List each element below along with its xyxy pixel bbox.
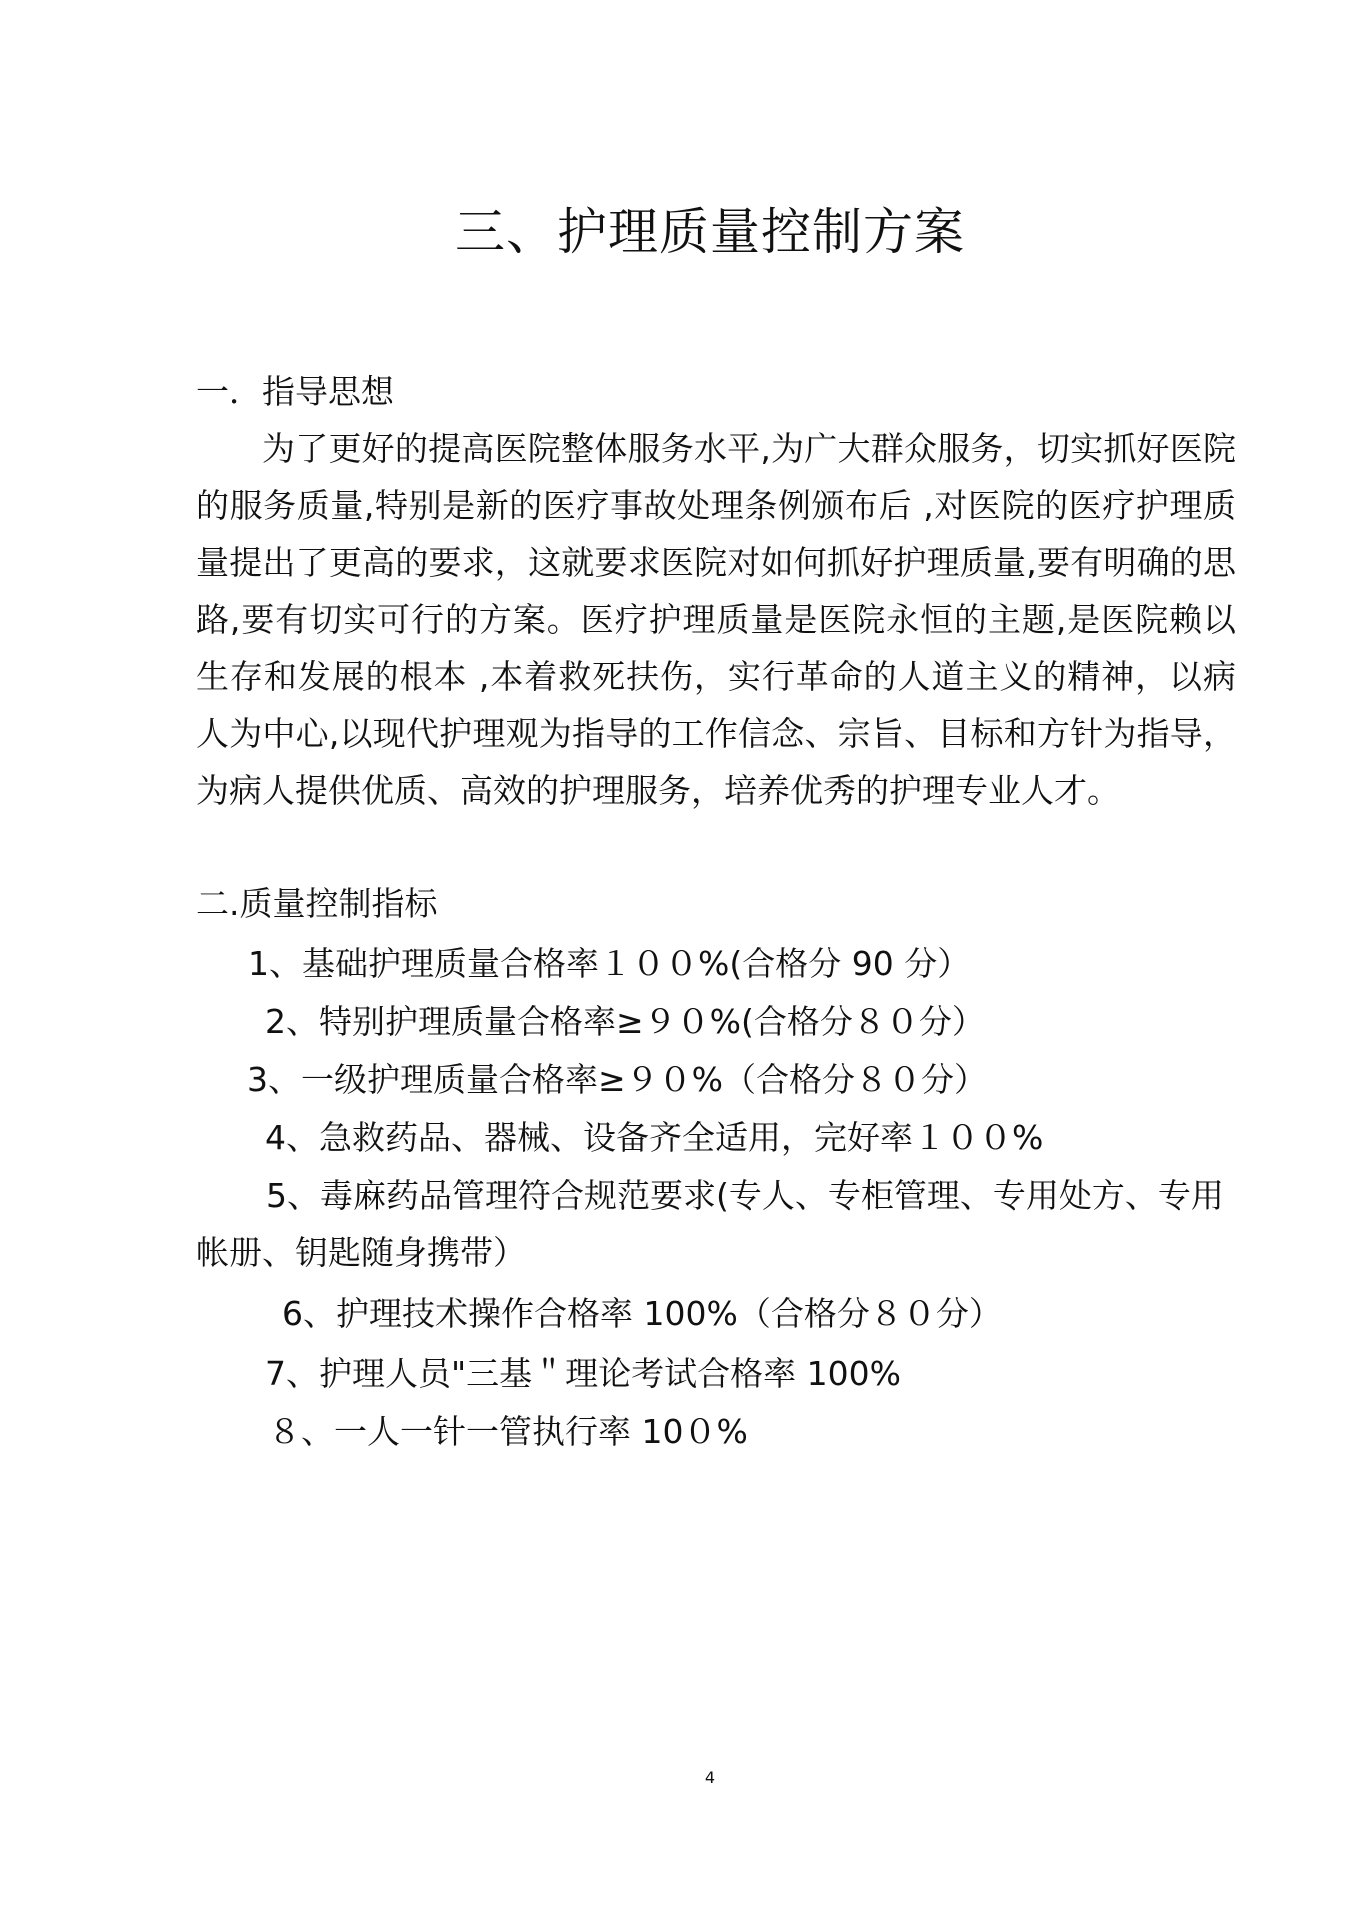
indicator-item-3: 3、一级护理质量合格率≥９０%（合格分８０分） xyxy=(247,1060,988,1099)
indicator-item-8: ８、一人一针一管执行率 10０% xyxy=(268,1412,748,1451)
page-title: 三、护理质量控制方案 xyxy=(455,203,965,261)
indicator-item-7: 7、护理人员"三基＂理论考试合格率 100% xyxy=(265,1354,902,1393)
section-heading-quality-indicators: 二.质量控制指标 xyxy=(196,884,438,923)
indicator-item-2: 2、特别护理质量合格率≥９０%(合格分８０分） xyxy=(265,1002,985,1041)
indicator-item-6: 6、护理技术操作合格率 100%（合格分８０分） xyxy=(282,1294,1002,1333)
indicator-item-1: 1、基础护理质量合格率１００%(合格分 90 分） xyxy=(248,944,971,983)
page-number: 4 xyxy=(704,1768,716,1787)
indicator-item-4: 4、急救药品、器械、设备齐全适用，完好率１００% xyxy=(265,1118,1044,1157)
indicator-item-5: 5、毒麻药品管理符合规范要求(专人、专柜管理、专用处方、专用帐册、钥匙随身携带） xyxy=(196,1176,1224,1272)
section-heading-guiding-ideology: 一．指导思想 xyxy=(196,372,394,411)
guiding-ideology-paragraph: 为了更好的提高医院整体服务水平,为广大群众服务，切实抓好医院的服务质量,特别是新的医疗事故处理条例颁布后 ,对医院的医疗护理质量提出了更高的要求，这就要求医院对如何抓好护理质量,要有明确的思路,要有切实可行的方案。医疗护理质量是医院永恒的主题,是医院赖以生存和发展的根本 ,本着救死扶伤，实行革命的人道主义的精神，以病人为中心,以现代护理观为指导的工作信念、宗旨、目标和方针为指导，为病人提供优质、高效的护理服务，培养优秀的护理专业人才。 xyxy=(196,429,1236,810)
